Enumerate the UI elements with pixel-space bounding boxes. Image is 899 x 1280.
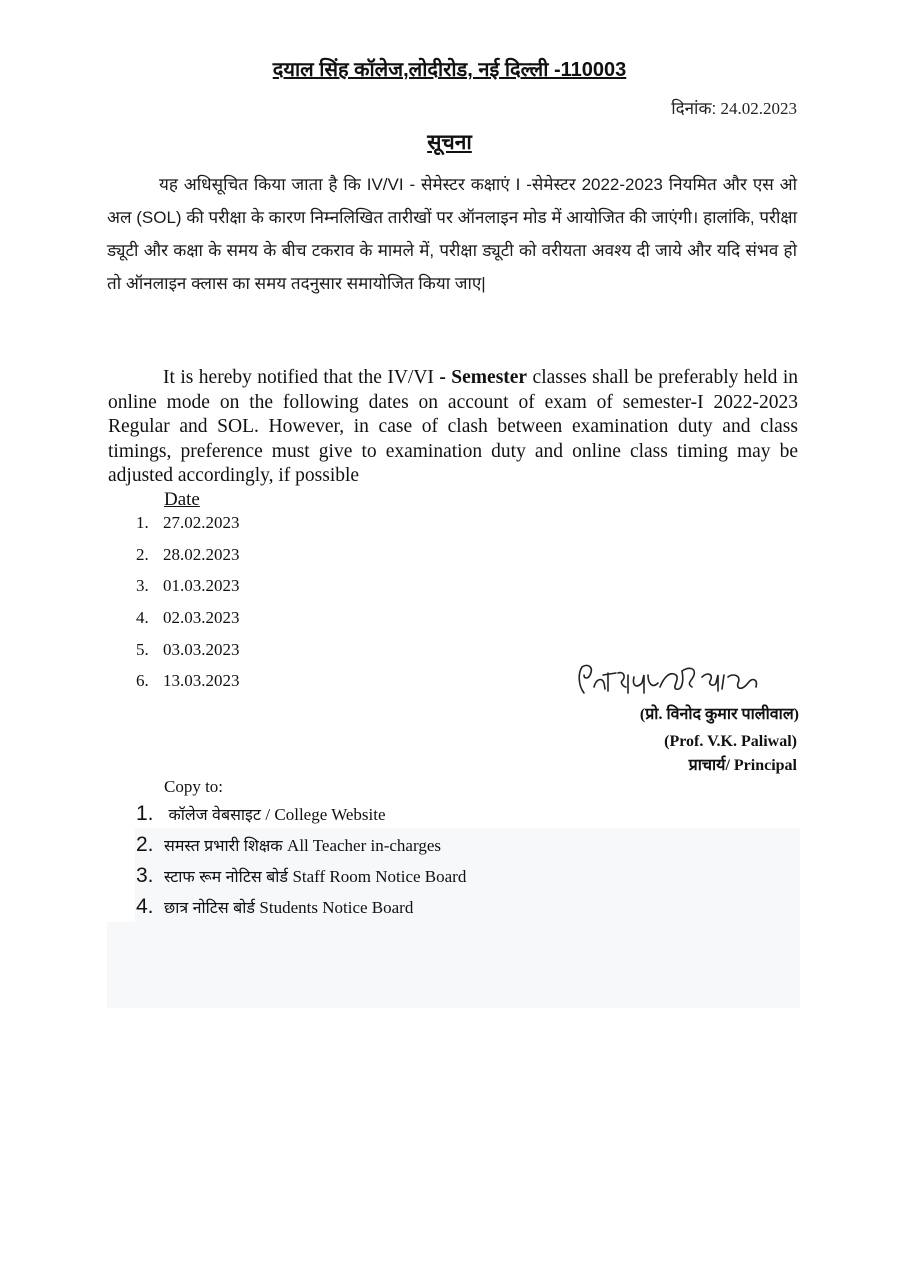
copy-to-item xyxy=(136,831,466,862)
date-label: दिनांक: xyxy=(671,99,717,118)
list-number: 5. xyxy=(136,639,149,659)
date-list-item xyxy=(136,638,240,670)
college-header-title: दयाल सिंह कॉलेज,लोदीरोड, नई दिल्ली -110003 xyxy=(272,59,627,81)
date-value: 28.02.2023 xyxy=(163,544,240,564)
date-heading: Date xyxy=(164,489,200,510)
hindi-paragraph-text: यह अधिसूचित किया जाता है कि IV/VI - सेमेस्टर कक्षाएं I -सेमेस्टर 2022-2023 नियमित और एस ओ अल (SOL) की परीक्षा के कारण निम्नलिखित तारीखों पर ऑनलाइन मोड में आयोजित की जाएंगी। हालांकि, परीक्षा ड्यूटी और कक्षा के समय के बीच टकराव के मामले में, परीक्षा ड्यूटी को वरीयता अवश्य दी जाये और यदि संभव हो तो ऑनलाइन क्लास का समय तदनुसार समायोजित किया जाए| xyxy=(107,175,797,293)
recipient-english: Students Notice Board xyxy=(259,898,414,917)
copy-to-list xyxy=(136,800,466,924)
date-list-item xyxy=(136,574,240,606)
hindi-paragraph xyxy=(107,168,797,300)
recipient-english: / College Website xyxy=(265,805,386,824)
copy-to-label: Copy to: xyxy=(164,777,224,796)
date-value: 03.03.2023 xyxy=(163,639,240,659)
notice-heading: सूचना xyxy=(427,131,472,154)
signatory-title: प्राचार्य/ Principal xyxy=(688,757,797,774)
recipient-hindi: समस्त प्रभारी शिक्षक xyxy=(164,838,288,855)
recipient-hindi: छात्र नोटिस बोर्ड xyxy=(164,900,260,917)
date-value: 13.03.2023 xyxy=(163,671,240,691)
signatory-name-english: (Prof. V.K. Paliwal) xyxy=(664,733,797,750)
copy-to-item xyxy=(136,862,466,893)
list-number: 2. xyxy=(136,833,154,856)
date-list-item xyxy=(136,606,240,638)
english-paragraph xyxy=(108,366,798,489)
date-list xyxy=(136,511,240,701)
list-number: 3. xyxy=(136,864,154,887)
list-number: 3. xyxy=(136,576,149,596)
list-number: 4. xyxy=(136,608,149,628)
recipient-hindi: कॉलेज वेबसाइट xyxy=(164,807,266,824)
list-number: 4. xyxy=(136,895,154,918)
shaded-background-region xyxy=(107,922,800,1008)
english-text-bold: - Semester xyxy=(439,367,528,388)
list-number: 6. xyxy=(136,671,149,691)
date-value: 01.03.2023 xyxy=(163,576,240,596)
date-list-item xyxy=(136,543,240,575)
notice-date xyxy=(671,96,797,119)
copy-to-item xyxy=(136,800,466,831)
english-text-rest: classes shall be preferably held in online mode on the following dates on account of exam of semester-I 2022-2023 Regular and SOL. However, in case of clash between examination duty and class timings, preference must give to examination duty and online class timing may be adjusted accordingly, if possible xyxy=(108,367,798,486)
date-list-item xyxy=(136,669,240,701)
date-list-item xyxy=(136,511,240,543)
handwritten-signature xyxy=(572,653,772,703)
english-text-start: It is hereby notified that the IV/VI xyxy=(163,367,440,388)
list-number: 2. xyxy=(136,544,149,564)
date-value: 24.02.2023 xyxy=(720,99,797,118)
recipient-hindi: स्टाफ रूम नोटिस बोर्ड xyxy=(164,869,293,886)
copy-to-item xyxy=(136,893,466,924)
date-value: 27.02.2023 xyxy=(163,513,240,532)
recipient-english: Staff Room Notice Board xyxy=(292,867,467,886)
recipient-english: All Teacher in-charges xyxy=(287,836,441,855)
list-number: 1. xyxy=(136,802,154,825)
signatory-name-hindi: (प्रो. विनोद कुमार पालीवाल) xyxy=(639,706,799,723)
list-number: 1. xyxy=(136,513,149,532)
date-value: 02.03.2023 xyxy=(163,608,240,628)
